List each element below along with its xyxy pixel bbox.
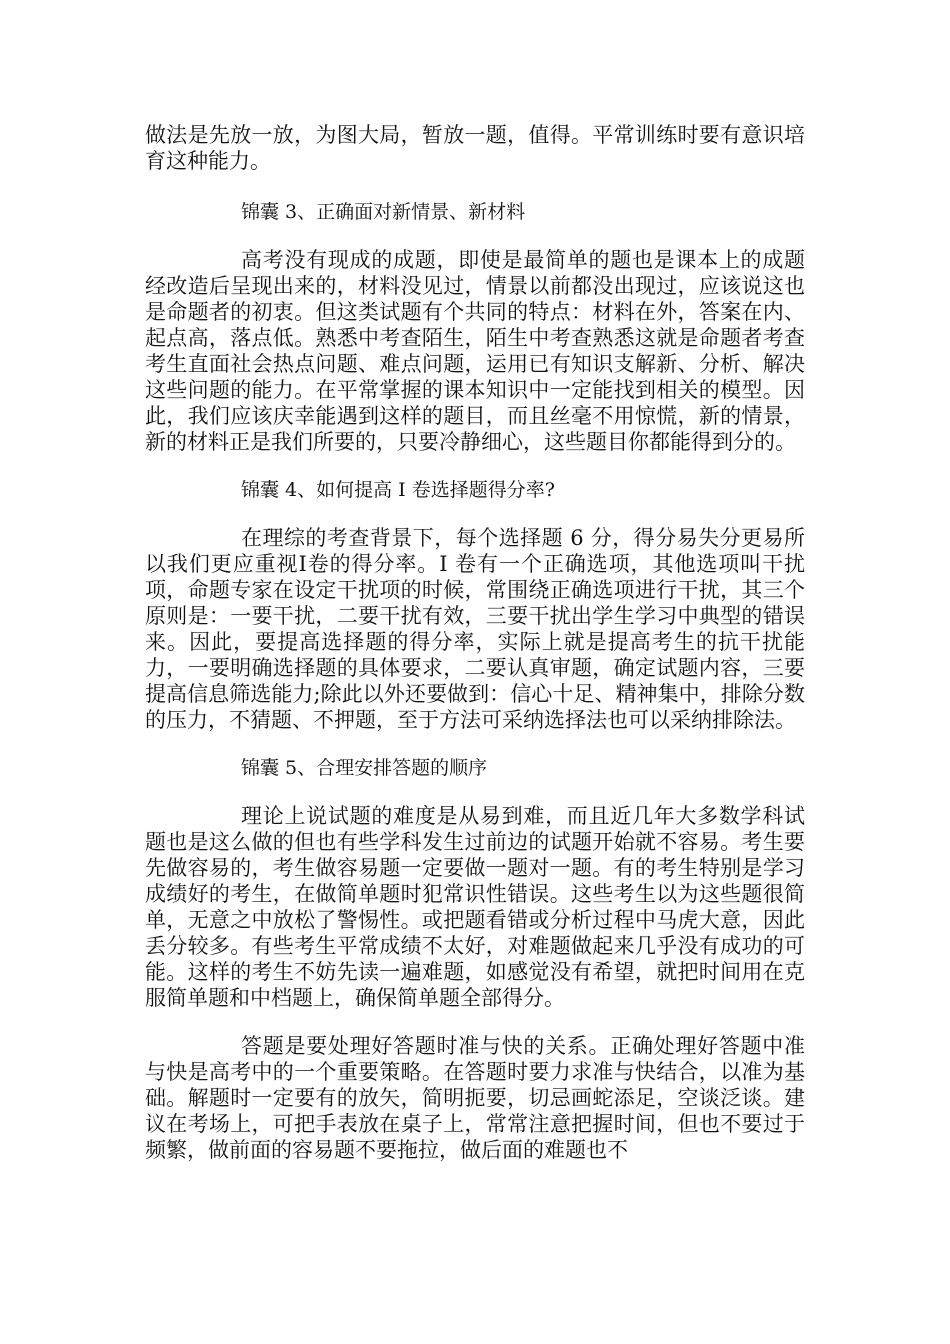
paragraph-tip-4: 在理综的考查背景下，每个选择题 6 分，得分易失分更易所以我们更应重视Ⅰ卷的得分率。I 卷有一个正确选项，其他选项叫干扰项，命题专家在设定干扰项的时候，常围绕正确选项进行干扰，其三个原则是：一要干扰，二要干扰有效，三要干扰出学生学习中典型的错误来。因此，要提高选择题的得分率，实际上就是提高考生的抗干扰能力，一要明确选择题的具体要求，二要认真审题，确定试题内容，三要提高信息筛选能力;除此以外还要做到：信心十足、精神集中，排除分数的压力，不猜题、不押题，至于方法可采纳选择法也可以采纳排除法。 [145, 526, 805, 732]
paragraph-tip-3: 高考没有现成的成题，即使是最简单的题也是课本上的成题经改造后呈现出来的，材料没见过，情景以前都没出现过，应该说这也是命题者的初衷。但这类试题有个共同的特点：材料在外，答案在内、起点高，落点低。熟悉中考查陌生，陌生中考查熟悉这就是命题者考查考生直面社会热点问题、难点问题，运用已有知识支解新、分析、解决这些问题的能力。在平常掌握的课本知识中一定能找到相关的模型。因此，我们应该庆幸能遇到这样的题目，而且丝毫不用惊慌，新的情景，新的材料正是我们所要的，只要冷静细心，这些题目你都能得到分的。 [145, 248, 805, 454]
paragraph-tip-5: 理论上说试题的难度是从易到难，而且近几年大多数学科试题也是这么做的但也有些学科发生过前边的试题开始就不容易。考生要先做容易的，考生做容易题一定要做一题对一题。有的考生特别是学习成绩好的考生，在做简单题时犯常识性错误。这些考生以为这些题很简单，无意之中放松了警惕性。或把题看错或分析过程中马虎大意，因此丢分较多。有些考生平常成绩不太好，对难题做起来几乎没有成功的可能。这样的考生不妨先读一遍难题，如感觉没有希望，就把时间用在克服简单题和中档题上，确保简单题全部得分。 [145, 804, 805, 1010]
heading-tip-4: 锦囊 4、如何提高 I 卷选择题得分率? [241, 479, 555, 501]
heading-tip-5: 锦囊 5、合理安排答题的顺序 [241, 757, 488, 779]
paragraph-continuation: 做法是先放一放，为图大局，暂放一题，值得。平常训练时要有意识培育这种能力。 [145, 123, 805, 173]
document-page [145, 122, 805, 1163]
heading-tip-3: 锦囊 3、正确面对新情景、新材料 [241, 201, 526, 223]
paragraph-answer-speed: 答题是要处理好答题时准与快的关系。正确处理好答题中准与快是高考中的一个重要策略。在答题时要力求准与快结合，以准为基础。解题时一定要有的放矢，简明扼要，切忌画蛇添足，空谈泛谈。建议在考场上，可把手表放在桌子上，常常注意把握时间，但也不要过于频繁，做前面的容易题不要拖拉，做后面的难题也不 [145, 1034, 805, 1162]
